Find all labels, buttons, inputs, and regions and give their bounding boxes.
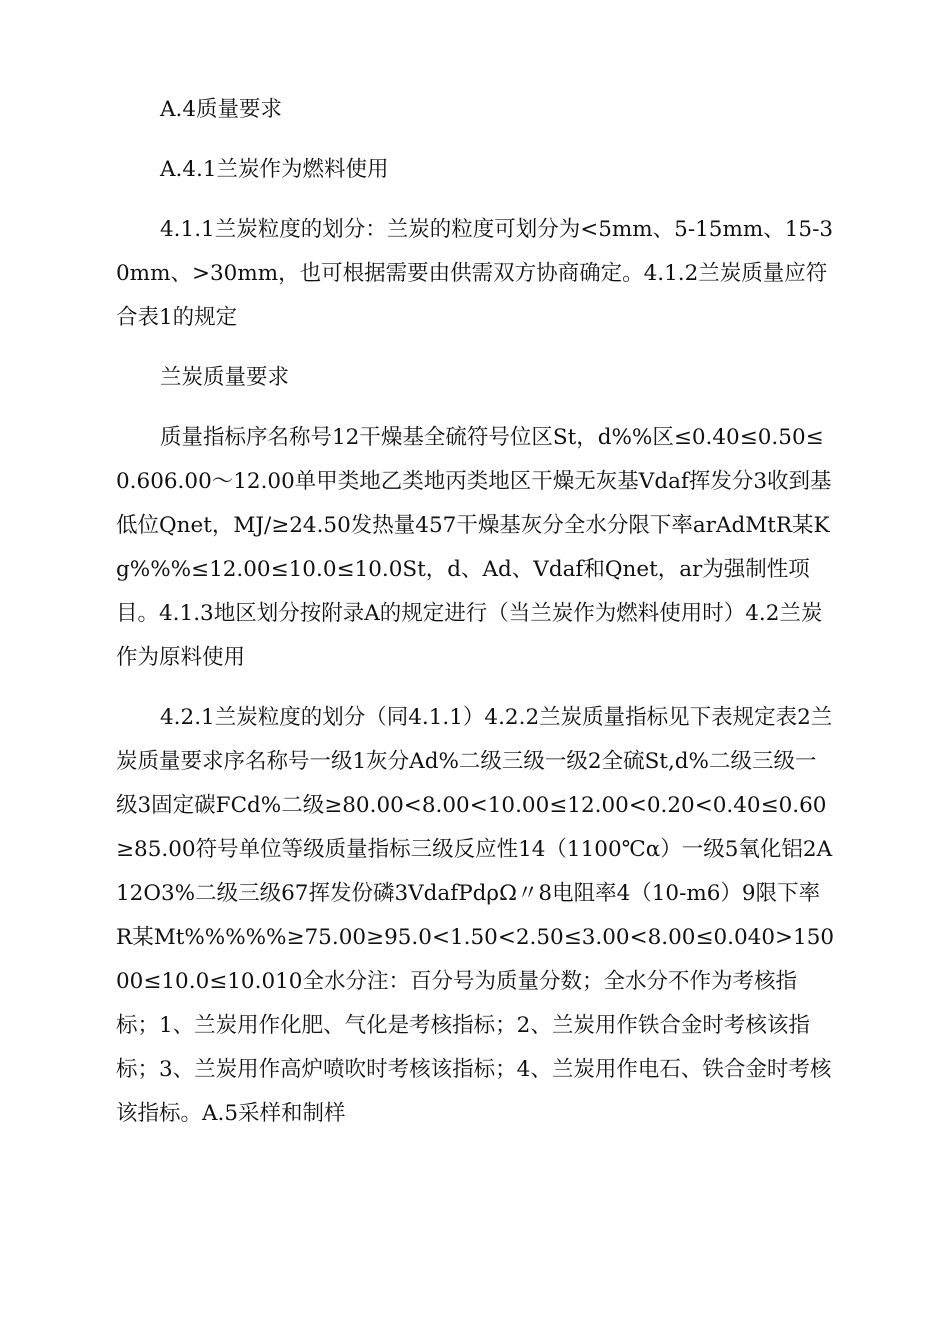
section-heading: A.4质量要求 [160,97,283,122]
subsection-heading: A.4.1兰炭作为燃料使用 [160,157,389,182]
paragraph-fuel-quality: 质量指标序名称号12干燥基全硫符号位区St，d%%区≤0.40≤0.50≤0.606.00～12.00单甲类地乙类地丙类地区干燥无灰基Vdaf挥发分3收到基低位Qnet，MJ/≥24.50发热量457干燥基灰分全水分限下率arAdMtR某Kg%%%≤12.00≤10.0≤10.0St，d、Ad、Vdaf和Qnet，ar为强制性项目。4.1.3地区划分按附录A的规定进行（当兰炭作为燃料使用时）4.2兰炭作为原料使用 [116,425,832,670]
paragraph-granularity: 4.1.1兰炭粒度的划分：兰炭的粒度可划分为<5mm、5-15mm、15-30mm、>30mm，也可根据需要由供需双方协商确定。4.1.2兰炭质量应符合表1的规定 [116,217,834,330]
table-caption: 兰炭质量要求 [160,365,290,390]
paragraph-raw-material-quality: 4.2.1兰炭粒度的划分（同4.1.1）4.2.2兰炭质量指标见下表规定表2兰炭质量要求序名称号一级1灰分Ad%二级三级一级2全硫St,d%二级三级一级3固定碳FCd%二级≥80.00<8.00<10.00≤12.00<0.20<0.40≤0.60≥85.00符号单位等级质量指标三级反应性14（1100℃α）一级5氧化铝2A12O3%二级三级67挥发份磷3VdafPdρΩ〃8电阻率4（10-m6）9限下率R某Mt%%%%%≥75.00≥95.0<1.50<2.50≤3.00<8.00≤0.040>15000≤10.0≤10.010全水分注：百分号为质量分数；全水分不作为考核指标；1、兰炭用作化肥、气化是考核指标；2、兰炭用作铁合金时考核该指标；3、兰炭用作高炉喷吹时考核该指标；4、兰炭用作电石、铁合金时考核该指标。A.5采样和制样 [116,705,835,1126]
document-body [116,88,836,1152]
